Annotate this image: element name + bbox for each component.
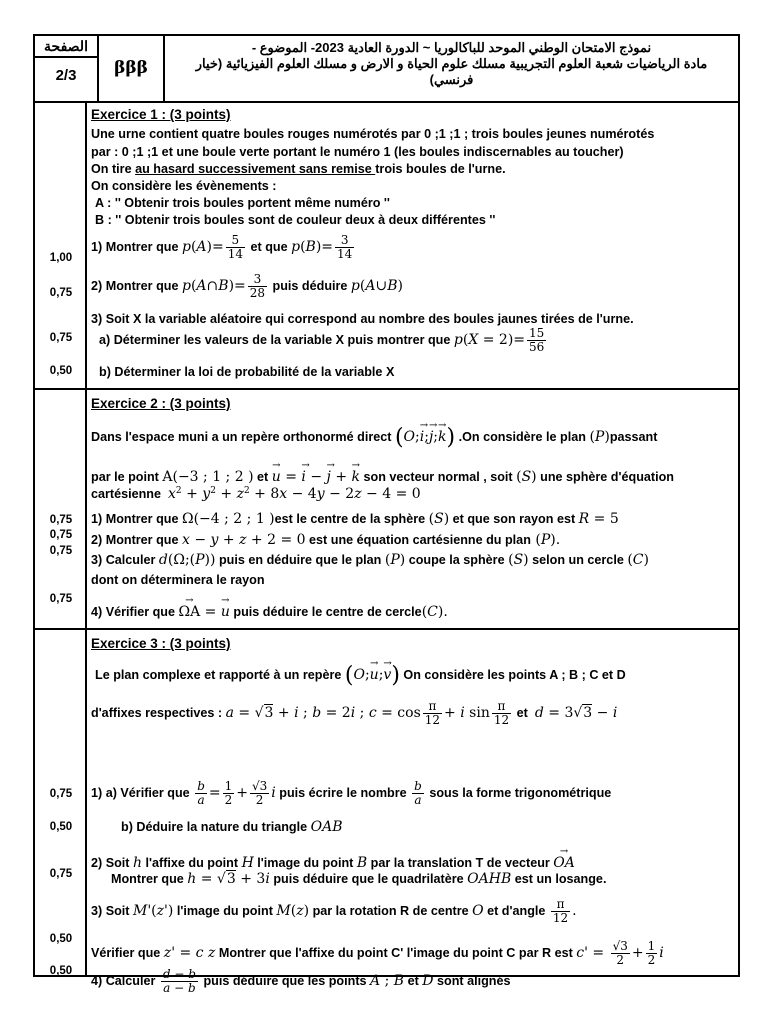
mark: 0,75 (49, 332, 73, 344)
exam-code: βββ (99, 36, 165, 101)
event-a: A : '' Obtenir trois boules portent même numéro '' (95, 196, 390, 210)
question-4: 4) Calculer $\frac{d - b}{a - b}$ puis déduire que les points A ; B et D sont alignés (91, 967, 511, 995)
question-2-cont: Montrer que h = √3 + 3i puis déduire que le quadrilatère OAHB est un losange. (111, 871, 607, 887)
title-line-3: فرنسي) (429, 72, 474, 87)
mark: 0,75 (49, 868, 73, 880)
exam-page (33, 34, 740, 995)
mark: 0,50 (49, 933, 73, 945)
exercise-title: Exercice 2 : (3 points) (91, 396, 231, 411)
page-label: الصفحة (35, 36, 97, 58)
marks-column (35, 390, 87, 628)
title-line-2: مادة الرياضيات شعبة العلوم التجريبية مسلك علوم الحياة و الارض و مسلك العلوم الفيزيائية (خيار (195, 56, 708, 71)
exercise-content (91, 390, 732, 628)
marks-column (35, 103, 87, 388)
question-3a: a) Déterminer les valeurs de la variable X puis montrer que p(X = 2)= $\frac{15}{56}$ (99, 326, 545, 354)
question-3b: b) Déterminer la loi de probabilité de la variable X (99, 365, 395, 379)
statement-line: On tire au hasard successivement sans remise trois boules de l'urne. (91, 162, 506, 176)
exercise-2 (35, 390, 738, 630)
exercise-title: Exercice 1 : (3 points) (91, 107, 231, 122)
question-3: 3) Soit X la variable aléatoire qui correspond au nombre des boules jaunes tirées de l'urne. (91, 312, 634, 326)
question-4: 4) Vérifier que → ΩA = → u puis déduire le centre de cercle(C). (91, 599, 732, 620)
question-3: 3) Calculer d(Ω;(P)) puis en déduire que le plan (P) coupe la sphère (S) selon un cercle (C) (91, 552, 649, 568)
exam-title (165, 36, 738, 101)
exam-header (35, 36, 738, 103)
question-2: 2) Montrer que p(A∩B)= $\frac{3}{28}$ puis déduire p(A∪B) (91, 272, 403, 300)
question-3-cont: dont on déterminera le rayon (91, 573, 265, 587)
mark: 0,50 (49, 365, 73, 377)
event-b: B : '' Obtenir trois boules sont de couleur deux à deux différentes '' (95, 213, 496, 227)
mark: 0,75 (49, 788, 73, 800)
question-1: 1) Montrer que p(A)= $\frac{5}{14}$ et que p(B)= $\frac{3}{14}$ (91, 233, 353, 261)
statement-line: par : 0 ;1 ;1 et une boule verte portant le numéro 1 (les boules indiscernables au toucher) (91, 145, 624, 159)
exercise-content (91, 630, 732, 995)
statement-line: On considère les évènements : (91, 179, 277, 193)
exercise-content (91, 103, 732, 388)
question-2: 2) Montrer que x − y + z + 2 = 0 est une équation cartésienne du plan (P). (91, 532, 561, 548)
question-1: 1) Montrer que Ω(−4 ; 2 ; 1 )est le centre de la sphère (S) et que son rayon est R = 5 (91, 511, 619, 527)
mark: 0,75 (49, 593, 73, 605)
statement-line: Une urne contient quatre boules rouges numérotés par 0 ;1 ;1 ; trois boules jeunes numérotés (91, 127, 655, 141)
mark: 1,00 (49, 252, 73, 264)
title-line-1: نموذج الامتحان الوطني الموحد للباكالوريا ~ الدورة العادية 2023- الموضوع - (251, 40, 652, 55)
question-3-cont: Vérifier que z' = c z Montrer que l'affixe du point C' l'image du point C par R est c' = $\frac{√3}{2}$ + $\frac{1}{2}$ i (91, 939, 664, 967)
question-1b: b) Déduire la nature du triangle OAB (121, 819, 343, 835)
mark: 0,75 (49, 514, 73, 526)
mark: 0,75 (49, 545, 73, 557)
exercise-1 (35, 103, 738, 390)
marks-column (35, 630, 87, 976)
question-1a: 1) a) Vérifier que $\frac{b}{a}$ = $\frac{1}{2}$ + $\frac{√3}{2}$ i puis écrire le nombre $\frac{b}{a}$ sous la forme trigonométrique (91, 779, 612, 807)
mark: 0,50 (49, 821, 73, 833)
question-2: 2) Soit h l'affixe du point H l'image du point B par la translation T de vecteur → OA (91, 850, 732, 871)
question-3: 3) Soit M'(z') l'image du point M(z) par la rotation R de centre O et d'angle $\frac{\pi}{12}$ . (91, 897, 577, 925)
statement-line: cartésienne $x^2 + y^2 + z^2 + 8x - 4y - 2z - 4 = 0$ (91, 486, 421, 503)
page-number: 2/3 (55, 67, 77, 84)
statement-line: par le point A(−3 ; 1 ; 2 ) et → u = → i − → j + → k son vecteur normal , soit (S) une sphère d'équation (91, 464, 732, 485)
exercise-title: Exercice 3 : (3 points) (91, 636, 231, 651)
mark: 0,75 (49, 287, 73, 299)
page-indicator (35, 36, 99, 101)
exercise-3 (35, 630, 738, 995)
mark: 0,75 (49, 529, 73, 541)
statement-line: Dans l'espace muni a un repère orthonormé direct (O;→ i;→ j;→ k) .On considère le plan (P)passant (91, 424, 732, 450)
statement-line: d'affixes respectives : a = √3 + i ; b = 2i ; c = cos $\frac{\pi}{12}$ + i sin $\frac{\pi}{12}$ et d = 3√3 − i (91, 699, 618, 727)
statement-line: Le plan complexe et rapporté à un repère (O;→ u;→ v) On considère les points A ; B ; C et D (95, 662, 732, 688)
mark: 0,50 (49, 965, 73, 977)
